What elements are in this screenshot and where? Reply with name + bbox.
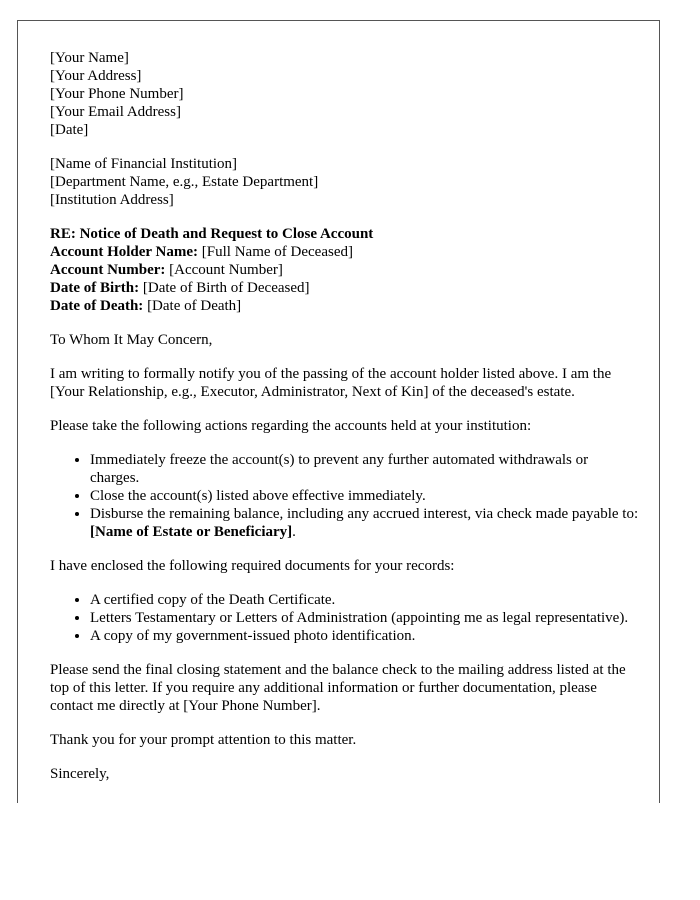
sender-block bbox=[50, 49, 640, 139]
account-holder-label: Account Holder Name: bbox=[50, 244, 199, 260]
sender-address: [Your Address] bbox=[50, 68, 142, 84]
letter-page bbox=[17, 20, 660, 803]
dob-line bbox=[50, 279, 640, 297]
salutation: To Whom It May Concern, bbox=[50, 332, 213, 348]
list-item: • Letters Testamentary or Letters of Administration (appointing me as legal representative). bbox=[90, 609, 640, 627]
account-holder-line bbox=[50, 243, 640, 261]
docs-intro: I have enclosed the following required documents for your records: bbox=[50, 558, 455, 574]
list-item: • Disburse the remaining balance, including any accrued interest, via check made payable to: [Name of Estate or Beneficiary]. bbox=[90, 505, 640, 541]
dod-value: [Date of Death] bbox=[147, 298, 242, 314]
recipient-institution: [Name of Financial Institution] bbox=[50, 156, 238, 172]
actions-list bbox=[50, 451, 640, 541]
account-number-value: [Account Number] bbox=[169, 262, 283, 278]
account-number-line bbox=[50, 261, 640, 279]
list-item: • A certified copy of the Death Certificate. bbox=[90, 591, 640, 609]
account-holder-value: [Full Name of Deceased] bbox=[201, 244, 353, 260]
sender-email: [Your Email Address] bbox=[50, 104, 181, 120]
recipient-department: [Department Name, e.g., Estate Department] bbox=[50, 174, 319, 190]
disburse-text: Disburse the remaining balance, including any accrued interest, via check made payable to: bbox=[90, 506, 639, 522]
documents-list bbox=[50, 591, 640, 645]
dod-line bbox=[50, 297, 640, 315]
recipient-address: [Institution Address] bbox=[50, 192, 174, 208]
closing-request-paragraph: Please send the final closing statement and the balance check to the mailing address listed at the top of this letter. If you require any additional information or further documentation, please contact me directly at [Your Phone Number]. bbox=[50, 662, 626, 714]
sender-phone: [Your Phone Number] bbox=[50, 86, 184, 102]
thanks-paragraph: Thank you for your prompt attention to this matter. bbox=[50, 732, 357, 748]
dod-label: Date of Death: bbox=[50, 298, 144, 314]
reference-block bbox=[50, 225, 640, 315]
list-item: • Close the account(s) listed above effective immediately. bbox=[90, 487, 640, 505]
recipient-block bbox=[50, 155, 640, 209]
dob-label: Date of Birth: bbox=[50, 280, 140, 296]
payee-name: [Name of Estate or Beneficiary] bbox=[90, 524, 293, 540]
signoff: Sincerely, bbox=[50, 766, 110, 782]
re-subject bbox=[50, 225, 640, 243]
letter-date: [Date] bbox=[50, 122, 89, 138]
account-number-label: Account Number: bbox=[50, 262, 166, 278]
list-item: • A copy of my government-issued photo identification. bbox=[90, 627, 640, 645]
list-item: • Immediately freeze the account(s) to prevent any further automated withdrawals or charges. bbox=[90, 451, 640, 487]
intro-paragraph: I am writing to formally notify you of the passing of the account holder listed above. I am the [Your Relationship, e.g., Executor, Administrator, Next of Kin] of the deceased's estate. bbox=[50, 366, 612, 400]
dob-value: [Date of Birth of Deceased] bbox=[142, 280, 310, 296]
actions-intro: Please take the following actions regarding the accounts held at your institution: bbox=[50, 418, 532, 434]
re-subject-text: RE: Notice of Death and Request to Close Account bbox=[50, 226, 374, 242]
sender-name: [Your Name] bbox=[50, 50, 129, 66]
letter-content bbox=[50, 49, 640, 799]
